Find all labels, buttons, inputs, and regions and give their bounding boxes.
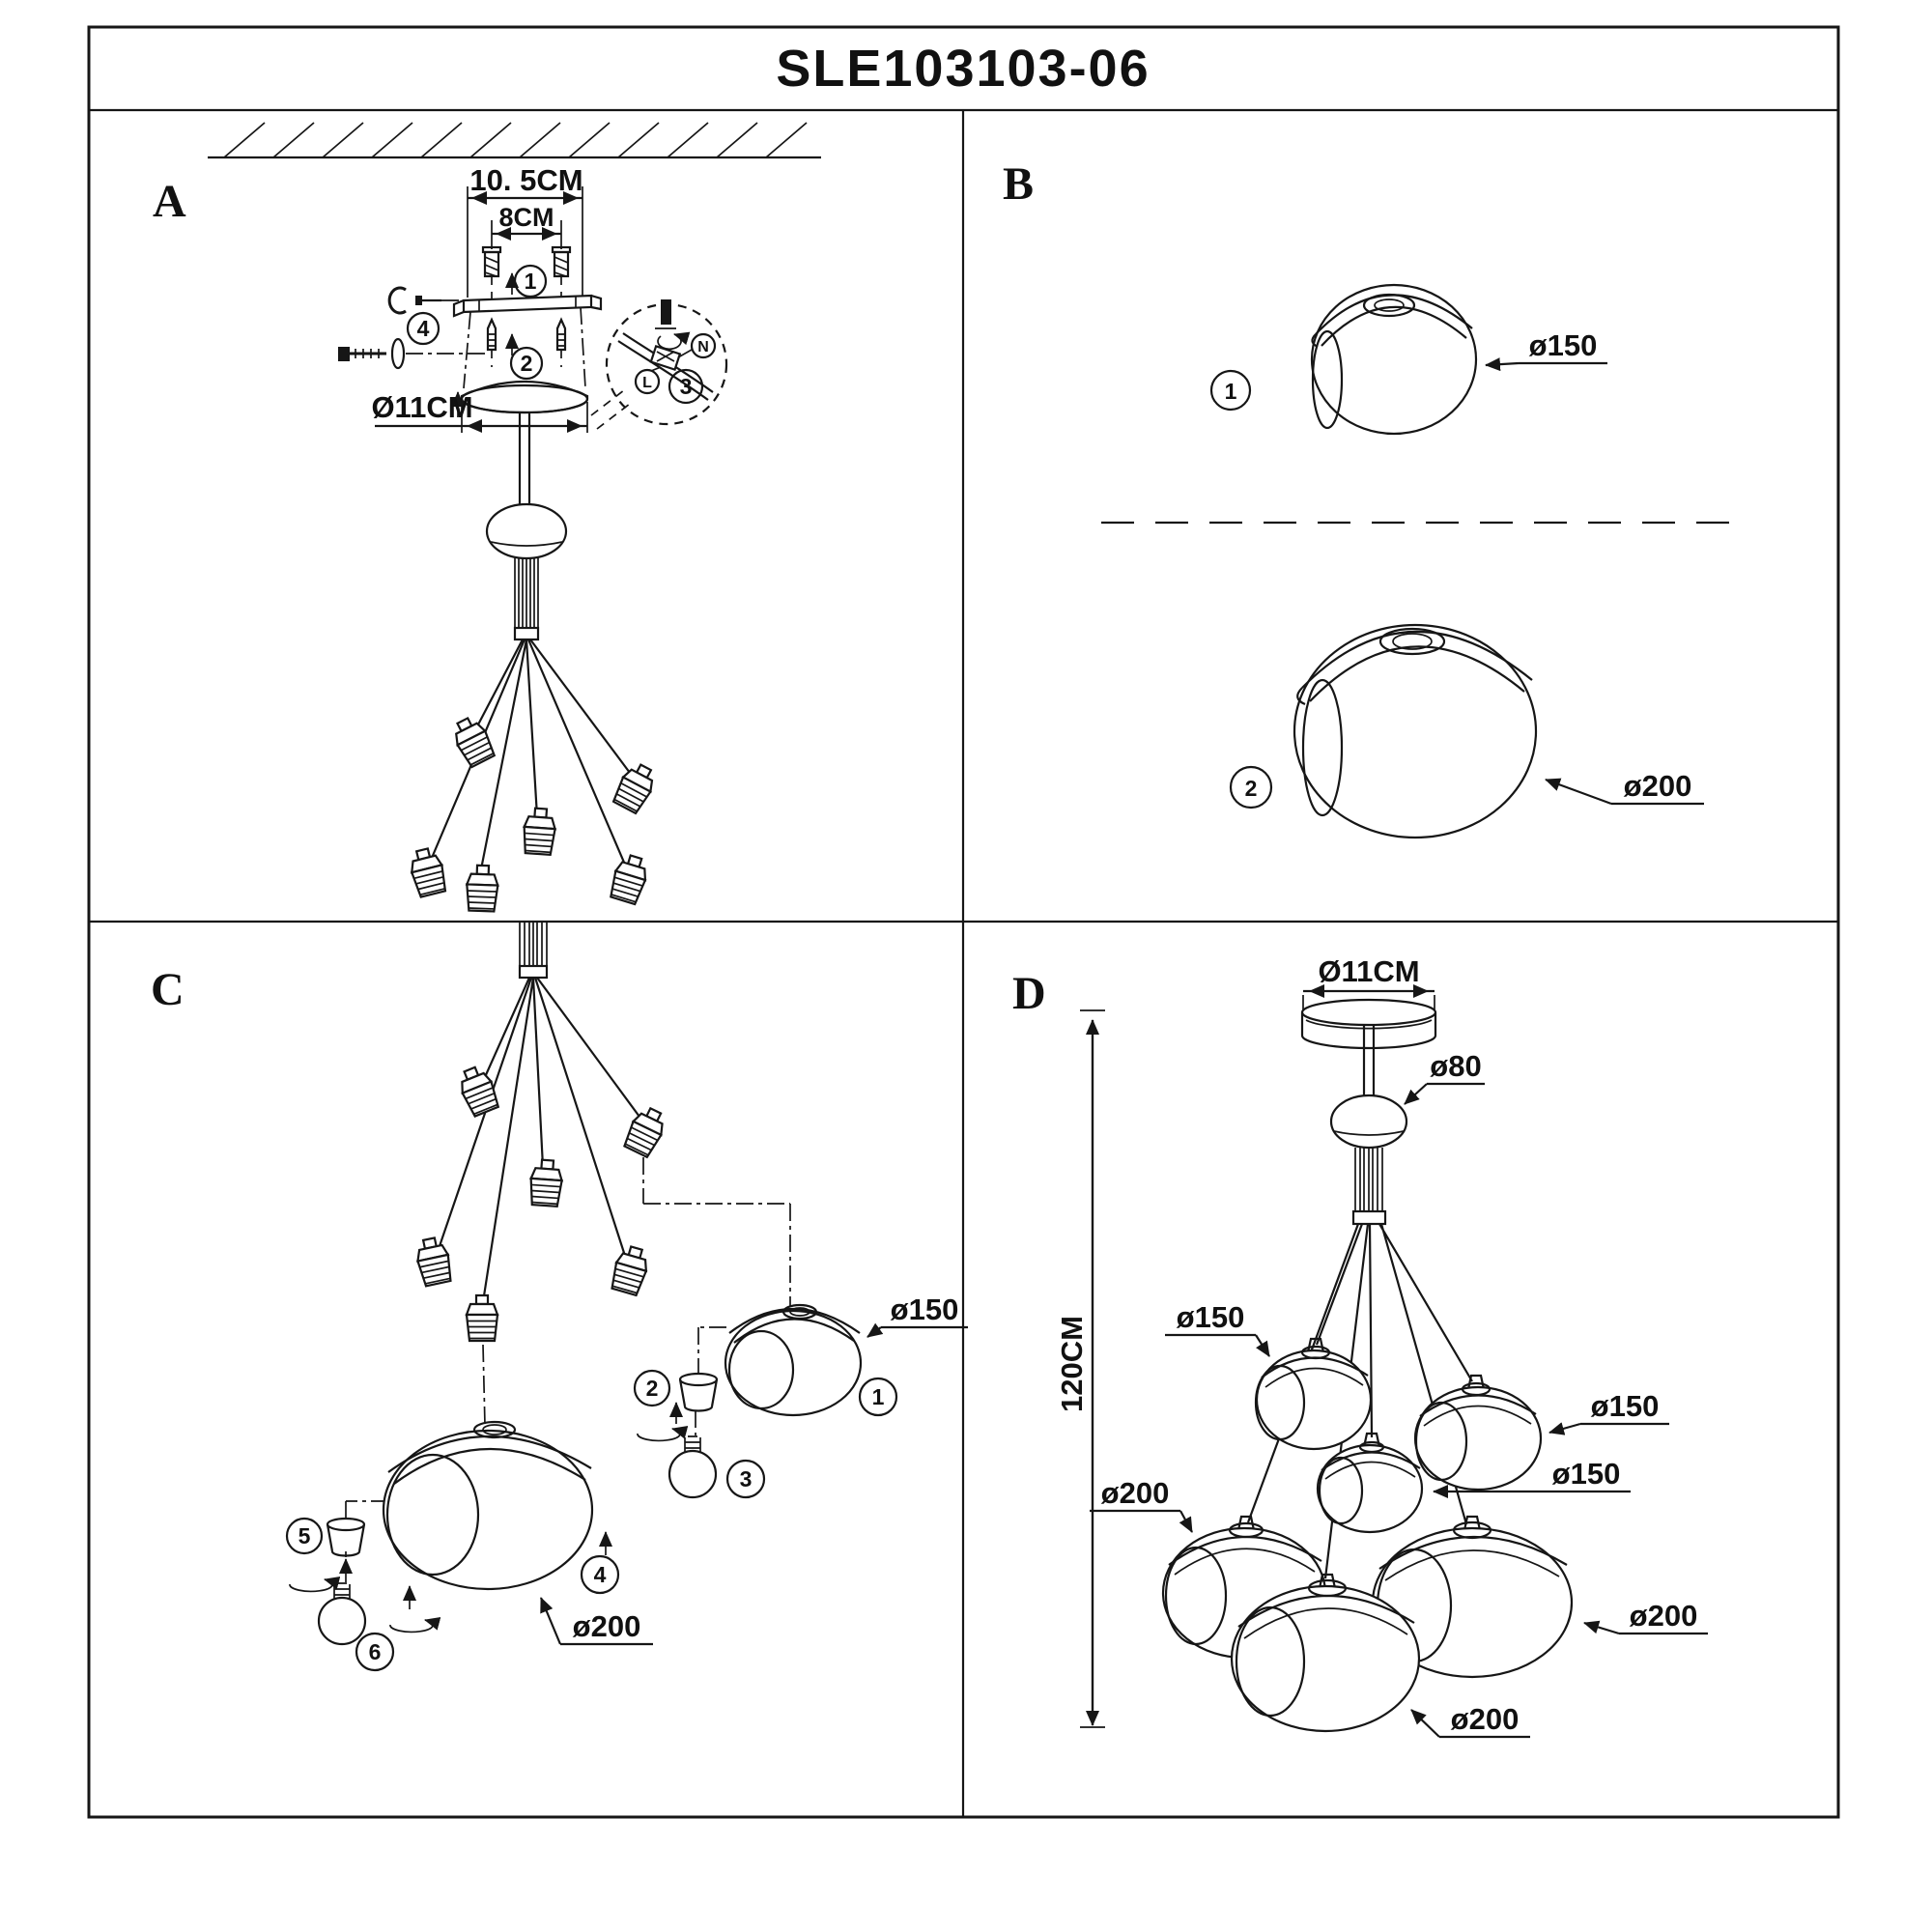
shade-150-upper-right (1415, 1376, 1541, 1490)
rotate-arrow-c3 (390, 1620, 433, 1632)
socket-ring-2 (327, 1519, 364, 1556)
label-200-right (1584, 1599, 1708, 1634)
rotate-arrow-c2 (290, 1579, 332, 1591)
panel-d (1012, 954, 1708, 1737)
svg-text:N: N (697, 339, 709, 355)
step-1-badge-c (860, 1378, 896, 1415)
item-2-badge (1231, 767, 1271, 808)
shade-200-b (1294, 625, 1536, 838)
svg-text:2: 2 (520, 351, 533, 376)
step-4-badge (408, 313, 439, 344)
svg-text:2: 2 (645, 1376, 659, 1401)
bulb-2 (319, 1583, 365, 1644)
wire-l-badge (636, 367, 661, 393)
label-200-c (541, 1598, 653, 1644)
step-2-badge (511, 348, 542, 379)
panel-d-label: D (1012, 968, 1046, 1019)
label-150-upper-left (1165, 1300, 1269, 1356)
rotate-arrow-c1 (638, 1429, 680, 1440)
svg-text:ø80: ø80 (1430, 1049, 1482, 1083)
label-200-left (1090, 1476, 1192, 1532)
model-number: SLE103103-06 (776, 40, 1151, 98)
shade-cluster-d (1163, 1339, 1572, 1731)
socket-ring-1 (680, 1374, 717, 1411)
drop-line-left (464, 312, 470, 388)
sheet-frame (89, 27, 1838, 1817)
panel-c (151, 923, 968, 1670)
label-200-b (1546, 769, 1704, 804)
svg-text:3: 3 (739, 1466, 753, 1492)
panel-b-label: B (1003, 158, 1035, 210)
svg-text:4: 4 (593, 1562, 607, 1587)
svg-text:2: 2 (1244, 776, 1258, 801)
item-1-badge (1211, 371, 1250, 410)
svg-text:ø150: ø150 (1528, 328, 1598, 362)
leader-to-shade-200 (483, 1345, 485, 1426)
dim-hole-spacing (492, 203, 561, 249)
svg-text:ø200: ø200 (1100, 1476, 1170, 1510)
dim-120cm-text: 120CM (1055, 1316, 1089, 1412)
svg-text:ø200: ø200 (1450, 1702, 1520, 1736)
drop-line-right (581, 307, 585, 388)
label-150-right (1549, 1389, 1669, 1433)
svg-text:6: 6 (368, 1639, 382, 1664)
svg-text:ø150: ø150 (890, 1293, 959, 1326)
pendant-c (413, 923, 669, 1341)
spring-washer-row (389, 288, 464, 313)
step-5-badge-c (287, 1519, 322, 1553)
svg-text:L: L (642, 375, 652, 391)
svg-text:ø200: ø200 (572, 1609, 641, 1643)
svg-text:1: 1 (1224, 379, 1237, 404)
panel-a-label: A (153, 176, 186, 227)
canopy (462, 382, 587, 504)
step-4-badge-c (582, 1556, 618, 1593)
svg-text:4: 4 (416, 316, 430, 341)
dim-8-text: 8CM (498, 203, 554, 232)
panel-c-label: C (151, 964, 185, 1015)
shade-150-upper-left (1256, 1339, 1371, 1449)
wire-n-badge (678, 334, 715, 357)
mounting-bracket (454, 296, 601, 316)
ball-d (1331, 1095, 1406, 1148)
panel-b (1003, 158, 1739, 838)
pendant-a (407, 504, 659, 912)
ceiling-hatch (208, 123, 821, 157)
step-1-badge (515, 266, 546, 297)
dim-height (1055, 1010, 1105, 1727)
step-3-badge (669, 370, 702, 403)
label-200-bottom (1411, 1702, 1530, 1737)
svg-text:1: 1 (871, 1384, 885, 1409)
step-6-badge-c (356, 1634, 393, 1670)
svg-text:ø150: ø150 (1176, 1300, 1245, 1334)
wall-anchor-left (483, 247, 500, 301)
dim-105-text: 10. 5CM (469, 163, 583, 197)
dim-11cm-a-text: Ø11CM (371, 390, 473, 424)
step-2-badge-c (635, 1371, 669, 1406)
shade-150-b (1312, 285, 1476, 434)
svg-text:3: 3 (679, 374, 693, 399)
svg-text:ø200: ø200 (1623, 769, 1692, 803)
svg-text:5: 5 (298, 1523, 311, 1548)
wall-anchor-right (553, 247, 570, 301)
svg-text:ø150: ø150 (1551, 1457, 1621, 1491)
svg-text:1: 1 (524, 269, 537, 294)
dim-11cm-d-text: Ø11CM (1318, 954, 1420, 988)
svg-text:ø200: ø200 (1629, 1599, 1698, 1633)
wiring-detail (591, 299, 726, 429)
bracket-screw-right (557, 320, 565, 367)
label-80-d (1405, 1049, 1485, 1104)
svg-text:ø150: ø150 (1590, 1389, 1660, 1423)
step-3-badge-c (727, 1461, 764, 1497)
bracket-screw-left (488, 320, 496, 367)
bulb-1 (669, 1436, 716, 1497)
canopy-d (1302, 1000, 1435, 1095)
label-150-b (1486, 328, 1607, 365)
shade-150-middle (1318, 1434, 1422, 1532)
label-150-c (867, 1293, 968, 1337)
panel-a (153, 123, 821, 912)
shade-150-c (725, 1305, 861, 1415)
shade-200-c (384, 1422, 592, 1589)
leader-to-shade-150 (643, 1157, 790, 1306)
